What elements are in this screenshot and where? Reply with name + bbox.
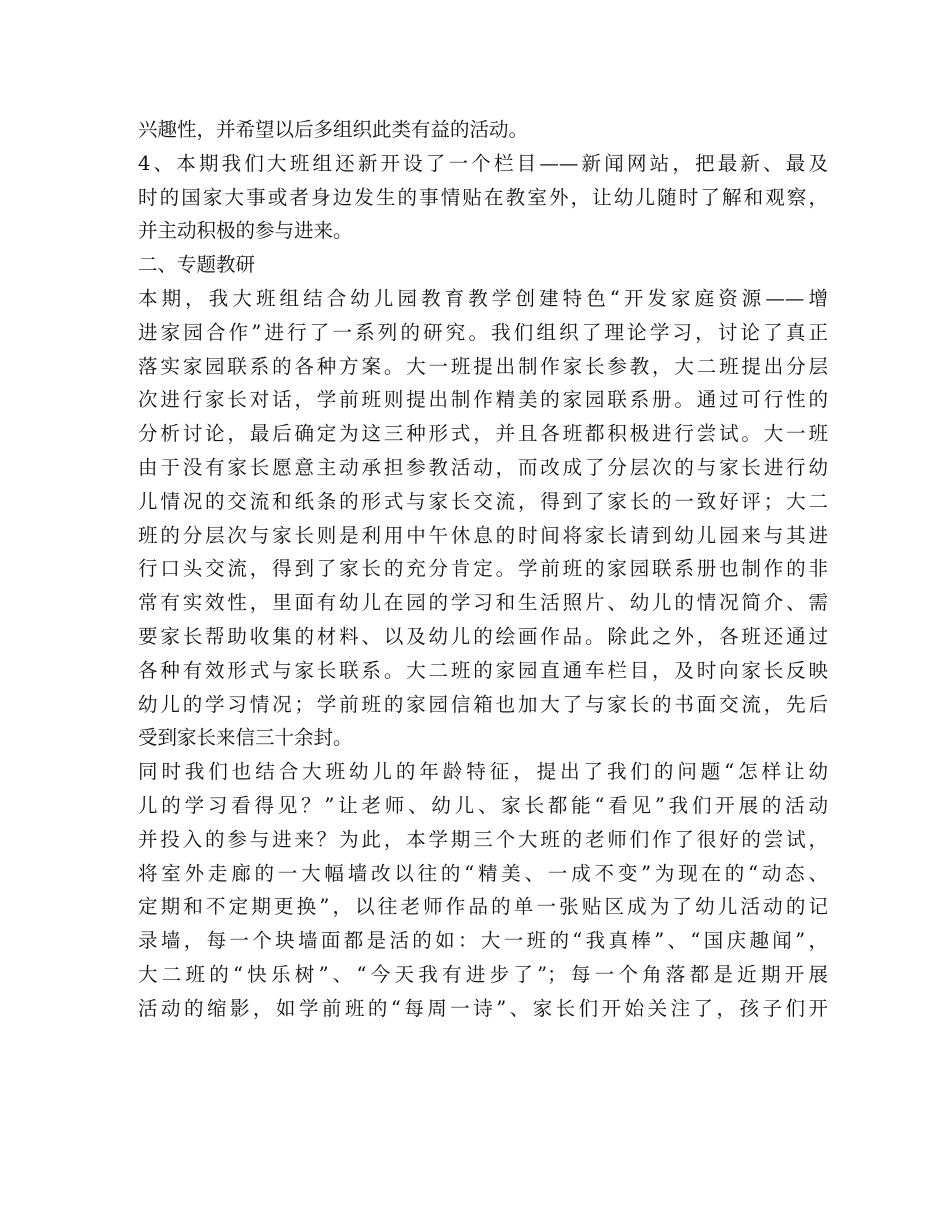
text-line: 同时我们也结合大班幼儿的年龄特征，提出了我们的问题“怎样让幼 bbox=[138, 760, 828, 784]
text-line: 次进行家长对话，学前班则提出制作精美的家园联系册。通过可行性的 bbox=[138, 388, 828, 412]
text-line: 时的国家大事或者身边发生的事情贴在教室外，让幼儿随时了解和观察， bbox=[138, 185, 828, 209]
text-line: 大二班的“快乐树”、“今天我有进步了”；每一个角落都是近期开展 bbox=[138, 962, 828, 986]
text-line: 并主动积极的参与进来。 bbox=[138, 219, 353, 243]
text-line: 受到家长来信三十余封。 bbox=[138, 726, 353, 750]
text-line: 4、本期我们大班组还新开设了一个栏目——新闻网站，把最新、最及 bbox=[138, 151, 828, 175]
text-line: 要家长帮助收集的材料、以及幼儿的绘画作品。除此之外，各班还通过 bbox=[138, 624, 828, 648]
text-line: 儿情况的交流和纸条的形式与家长交流，得到了家长的一致好评；大二 bbox=[138, 489, 828, 513]
text-line: 兴趣性，并希望以后多组织此类有益的活动。 bbox=[138, 118, 529, 141]
text-line: 二、专题教研 bbox=[138, 253, 256, 277]
text-line: 行口头交流，得到了家长的充分肯定。学前班的家园联系册也制作的非 bbox=[138, 557, 828, 581]
text-line: 各种有效形式与家长联系。大二班的家园直通车栏目，及时向家长反映 bbox=[138, 658, 828, 682]
text-line: 幼儿的学习情况；学前班的家园信箱也加大了与家长的书面交流，先后 bbox=[138, 692, 828, 716]
text-line: 由于没有家长愿意主动承担参教活动，而改成了分层次的与家长进行幼 bbox=[138, 455, 828, 479]
text-line: 活动的缩影，如学前班的“每周一诗”、家长们开始关注了，孩子们开 bbox=[138, 996, 828, 1020]
text-line: 录墙，每一个块墙面都是活的如：大一班的“我真棒”、“国庆趣闻”， bbox=[138, 929, 828, 953]
text-line: 分析讨论，最后确定为这三种形式，并且各班都积极进行尝试。大一班 bbox=[138, 422, 828, 446]
text-line: 班的分层次与家长则是利用中午休息的时间将家长请到幼儿园来与其进 bbox=[138, 523, 828, 547]
text-line: 定期和不定期更换”，以往老师作品的单一张贴区成为了幼儿活动的记 bbox=[138, 895, 828, 919]
text-line: 进家园合作”进行了一系列的研究。我们组织了理论学习，讨论了真正 bbox=[138, 320, 828, 344]
text-line: 将室外走廊的一大幅墙改以往的“精美、一成不变”为现在的“动态、 bbox=[138, 861, 828, 885]
text-line: 儿的学习看得见？”让老师、幼儿、家长都能“看见”我们开展的活动 bbox=[138, 793, 828, 817]
text-line: 并投入的参与进来？为此，本学期三个大班的老师们作了很好的尝试， bbox=[138, 827, 828, 851]
text-line: 本期，我大班组结合幼儿园教育教学创建特色“开发家庭资源——增 bbox=[138, 286, 828, 310]
text-line: 常有实效性，里面有幼儿在园的学习和生活照片、幼儿的情况简介、需 bbox=[138, 591, 828, 615]
document-body bbox=[138, 113, 828, 1026]
text-line: 落实家园联系的各种方案。大一班提出制作家长参教，大二班提出分层 bbox=[138, 354, 828, 378]
